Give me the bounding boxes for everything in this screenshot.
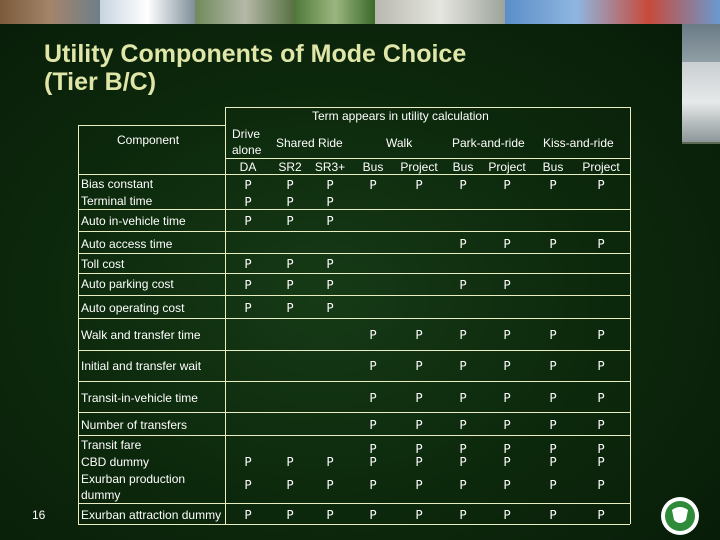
check-mark-icon: P <box>549 508 557 522</box>
col-group-kiss-and-ride: Kiss-and-ride <box>543 136 614 150</box>
sub-header-6: Project <box>488 160 526 174</box>
rule-subheader <box>225 158 630 159</box>
check-mark-icon: P <box>597 455 605 469</box>
check-mark-icon: P <box>459 237 467 251</box>
sub-header-1: SR2 <box>278 160 302 174</box>
check-mark-icon: P <box>415 442 423 456</box>
check-mark-icon: P <box>244 257 252 271</box>
check-mark-icon: P <box>549 328 557 342</box>
check-mark-icon: P <box>503 178 511 192</box>
check-mark-icon: P <box>549 237 557 251</box>
check-mark-icon: P <box>286 195 294 209</box>
sub-header-2: SR3+ <box>314 160 346 174</box>
row-label: Walk and transfer time <box>81 328 201 342</box>
check-mark-icon: P <box>369 418 377 432</box>
check-mark-icon: P <box>244 195 252 209</box>
check-mark-icon: P <box>459 418 467 432</box>
check-mark-icon: P <box>459 278 467 292</box>
row-label: Auto access time <box>81 237 173 251</box>
logo-icon <box>660 496 700 536</box>
check-mark-icon: P <box>503 278 511 292</box>
title-line-1: Utility Components of Mode Choice <box>44 40 467 68</box>
rule-row <box>78 381 630 382</box>
check-mark-icon: P <box>597 391 605 405</box>
rule-row <box>78 295 630 296</box>
rule-row <box>78 435 630 436</box>
check-mark-icon: P <box>459 178 467 192</box>
check-mark-icon: P <box>326 278 334 292</box>
check-mark-icon: P <box>369 328 377 342</box>
check-mark-icon: P <box>369 455 377 469</box>
check-mark-icon: P <box>549 178 557 192</box>
check-mark-icon: P <box>244 455 252 469</box>
col-group-walk: Walk <box>386 136 413 150</box>
check-mark-icon: P <box>503 442 511 456</box>
check-mark-icon: P <box>503 359 511 373</box>
check-mark-icon: P <box>597 478 605 492</box>
component-header: Component <box>117 133 180 147</box>
check-mark-icon: P <box>459 478 467 492</box>
row-label: Transit fare <box>81 438 142 452</box>
bus-photo <box>682 62 720 142</box>
check-mark-icon: P <box>459 328 467 342</box>
bus-photo-top <box>375 0 505 24</box>
row-label: Exurban attraction dummy <box>81 508 222 522</box>
check-mark-icon: P <box>286 257 294 271</box>
rule-row <box>78 412 630 413</box>
cyclist-photo <box>295 0 375 24</box>
check-mark-icon: P <box>326 195 334 209</box>
slide-number: 16 <box>32 508 46 522</box>
sub-header-3: Bus <box>362 160 384 174</box>
check-mark-icon: P <box>459 455 467 469</box>
check-mark-icon: P <box>597 359 605 373</box>
check-mark-icon: P <box>415 418 423 432</box>
check-mark-icon: P <box>503 418 511 432</box>
check-mark-icon: P <box>286 455 294 469</box>
check-mark-icon: P <box>244 508 252 522</box>
col-group-drive-alone: Drive alone <box>232 127 262 157</box>
header-photo-strip <box>0 0 720 24</box>
rule-row <box>78 174 630 175</box>
rule-row <box>78 318 630 319</box>
rule-top <box>225 107 630 108</box>
check-mark-icon: P <box>503 391 511 405</box>
check-mark-icon: P <box>369 178 377 192</box>
rule-row <box>78 350 630 351</box>
check-mark-icon: P <box>503 478 511 492</box>
check-mark-icon: P <box>415 359 423 373</box>
check-mark-icon: P <box>503 455 511 469</box>
row-label: Terminal time <box>81 194 153 208</box>
check-mark-icon: P <box>459 508 467 522</box>
rule-left <box>78 125 79 524</box>
check-mark-icon: P <box>326 455 334 469</box>
group-header: Term appears in utility calculation <box>312 109 489 123</box>
check-mark-icon: P <box>459 359 467 373</box>
check-mark-icon: P <box>459 391 467 405</box>
check-mark-icon: P <box>369 442 377 456</box>
row-label: Auto parking cost <box>81 277 174 291</box>
check-mark-icon: P <box>597 237 605 251</box>
check-mark-icon: P <box>326 478 334 492</box>
check-mark-icon: P <box>286 508 294 522</box>
check-mark-icon: P <box>597 442 605 456</box>
rule-bottom <box>78 524 630 525</box>
check-mark-icon: P <box>415 391 423 405</box>
check-mark-icon: P <box>244 214 252 228</box>
airplane-photo <box>505 0 720 24</box>
check-mark-icon: P <box>326 214 334 228</box>
rule-row <box>78 231 630 232</box>
rule-row <box>78 503 630 504</box>
sub-header-5: Bus <box>452 160 474 174</box>
rule-col-divider <box>225 107 226 524</box>
check-mark-icon: P <box>549 359 557 373</box>
row-label: Exurban production dummy <box>81 472 186 502</box>
check-mark-icon: P <box>503 328 511 342</box>
check-mark-icon: P <box>326 508 334 522</box>
row-label: Number of transfers <box>81 418 188 432</box>
check-mark-icon: P <box>369 359 377 373</box>
check-mark-icon: P <box>369 478 377 492</box>
check-mark-icon: P <box>415 178 423 192</box>
check-mark-icon: P <box>286 478 294 492</box>
check-mark-icon: P <box>369 391 377 405</box>
check-mark-icon: P <box>286 178 294 192</box>
row-label: Transit-in-vehicle time <box>81 391 198 405</box>
check-mark-icon: P <box>549 455 557 469</box>
row-label: Auto operating cost <box>81 301 185 315</box>
check-mark-icon: P <box>326 257 334 271</box>
check-mark-icon: P <box>244 278 252 292</box>
page-title <box>44 40 644 96</box>
check-mark-icon: P <box>459 442 467 456</box>
col-group-shared-ride: Shared Ride <box>276 136 343 150</box>
check-mark-icon: P <box>549 478 557 492</box>
check-mark-icon: P <box>286 301 294 315</box>
col-group-park-and-ride: Park-and-ride <box>452 136 525 150</box>
row-label: Bias constant <box>81 177 154 191</box>
rule-header-left <box>78 125 225 126</box>
check-mark-icon: P <box>503 237 511 251</box>
sub-header-4: Project <box>400 160 438 174</box>
rule-row <box>78 253 630 254</box>
check-mark-icon: P <box>415 508 423 522</box>
check-mark-icon: P <box>503 508 511 522</box>
row-label: CBD dummy <box>81 455 150 469</box>
check-mark-icon: P <box>244 178 252 192</box>
check-mark-icon: P <box>326 178 334 192</box>
title-line-2: (Tier B/C) <box>44 68 157 96</box>
row-label: Toll cost <box>81 257 125 271</box>
check-mark-icon: P <box>415 455 423 469</box>
check-mark-icon: P <box>244 301 252 315</box>
rule-row <box>78 273 630 274</box>
check-mark-icon: P <box>597 178 605 192</box>
sub-header-8: Project <box>582 160 620 174</box>
check-mark-icon: P <box>597 508 605 522</box>
truck-photo <box>100 0 195 24</box>
check-mark-icon: P <box>549 391 557 405</box>
check-mark-icon: P <box>286 278 294 292</box>
check-mark-icon: P <box>244 478 252 492</box>
check-mark-icon: P <box>415 478 423 492</box>
highway-photo <box>195 0 295 24</box>
check-mark-icon: P <box>415 328 423 342</box>
rule-right <box>630 107 631 524</box>
check-mark-icon: P <box>549 442 557 456</box>
sub-header-0: DA <box>239 160 257 174</box>
check-mark-icon: P <box>326 301 334 315</box>
check-mark-icon: P <box>549 418 557 432</box>
train-photo <box>0 0 100 24</box>
check-mark-icon: P <box>597 418 605 432</box>
sub-header-7: Bus <box>542 160 564 174</box>
check-mark-icon: P <box>286 214 294 228</box>
check-mark-icon: P <box>597 328 605 342</box>
row-label: Auto in-vehicle time <box>81 214 186 228</box>
rule-row <box>78 209 630 210</box>
check-mark-icon: P <box>369 508 377 522</box>
row-label: Initial and transfer wait <box>81 359 202 373</box>
